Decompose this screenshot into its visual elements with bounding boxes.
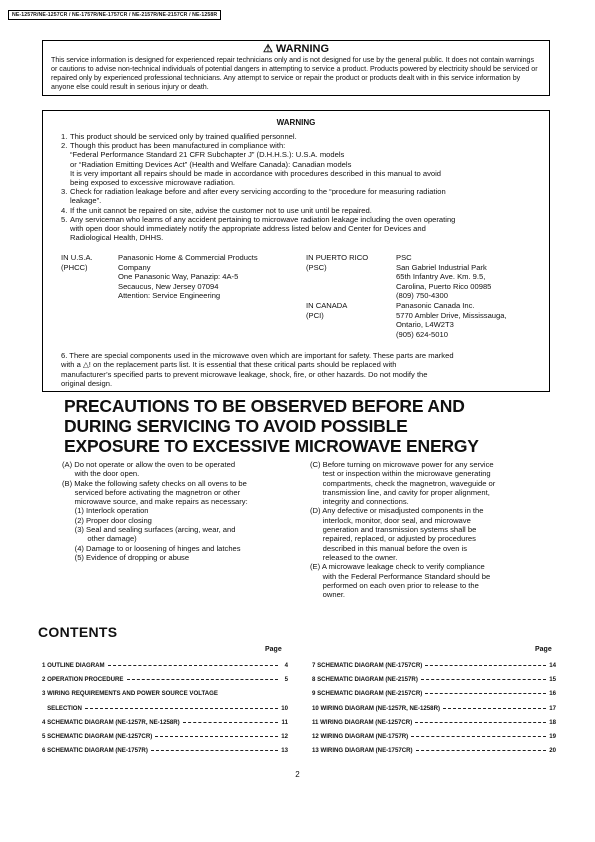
text-line: serviced before activating the magnetron or other <box>62 487 241 497</box>
item-number: 4. <box>61 205 68 215</box>
dot-leader <box>127 679 278 680</box>
dot-leader <box>415 722 546 723</box>
item-text: being exposed to excessive microwave radiation. <box>70 178 236 187</box>
text-line: (4) Damage to or loosening of hinges and latches <box>62 543 241 553</box>
text-line: repaired, replaced, or adjusted by procedures <box>310 534 476 544</box>
dot-leader <box>416 750 546 751</box>
contents-entry-label: 7 SCHEMATIC DIAGRAM (NE-1757CR) <box>312 662 423 669</box>
contents-entry[interactable] <box>312 662 556 669</box>
item-text: It is very important all repairs should be made in accordance with procedures described in this manual to avoid <box>70 168 442 178</box>
text-line: Panasonic Canada Inc. <box>396 301 475 310</box>
item-text: Check for radiation leakage before and after every servicing according to the “procedure for measuring radiation <box>70 187 446 197</box>
contents-entry[interactable] <box>42 733 288 740</box>
item-6-special-components <box>61 351 541 389</box>
contents-entry[interactable] <box>42 690 288 697</box>
dot-leader <box>425 665 546 666</box>
item-text: This product should be serviced only by trained qualified personnel. <box>70 132 297 141</box>
text-line: other damage) <box>62 534 137 544</box>
text-line: performed on each oven prior to release to the <box>310 580 479 590</box>
usa-label: IN U.S.A. (PHCC) <box>61 253 93 272</box>
contents-entry-label: 8 SCHEMATIC DIAGRAM (NE-2157R) <box>312 676 418 684</box>
warning-triangle-icon: ⚠ <box>262 43 273 55</box>
text-line: (A) Do not operate or allow the oven to be operated <box>62 460 236 469</box>
text-line: microwave source, and make repairs as necessary: <box>62 497 248 507</box>
contents-entry-label: 2 OPERATION PROCEDURE <box>42 676 124 684</box>
usa-address <box>118 253 258 301</box>
dot-leader <box>443 708 546 709</box>
contents-entry-page: 15 <box>549 676 556 684</box>
text-line: Carolina, Puerto Rico 00985 <box>396 281 492 291</box>
item-text: Though this product has been manufactured in compliance with: <box>70 141 286 151</box>
contents-entry-label: 13 WIRING DIAGRAM (NE-1757CR) <box>312 747 413 755</box>
text-line: One Panasonic Way, Panazip: 4A-5 <box>118 272 239 282</box>
text-line: described in this manual before the oven is <box>310 543 468 553</box>
text-line: (905) 624-5010 <box>396 329 448 339</box>
contents-entry-page: 5 <box>284 676 288 684</box>
item-text: leakage”. <box>70 196 102 206</box>
item-text: Any serviceman who learns of any accident pertaining to microwave radiation leakage including the oven operating <box>70 214 456 224</box>
contents-entry[interactable] <box>312 747 556 754</box>
text-line: (C) Before turning on microwave power for any service <box>310 460 494 469</box>
page-number: 2 <box>295 770 300 779</box>
text-line: generation and transmission systems shall be <box>310 525 477 535</box>
contents-entry-page: 12 <box>281 733 288 740</box>
contents-entry-page: 19 <box>549 733 556 740</box>
text-line: (E) A microwave leakage check to verify compliance <box>310 562 485 572</box>
text-line: owner. <box>310 590 346 600</box>
text-line: (2) Proper door closing <box>62 515 152 525</box>
contents-entry-label: SELECTION <box>42 704 82 712</box>
contents-entry-label: 4 SCHEMATIC DIAGRAM (NE-1257R, NE-1258R) <box>42 718 180 726</box>
text-line: 6. There are special components used in the microwave oven which are important for safety. These parts are marked <box>61 351 454 360</box>
text-line: (3) Seal and sealing surfaces (arcing, wear, and <box>62 525 236 535</box>
text-line: manufacturer’s specified parts to prevent microwave leakage, shock, fire, or other hazards. Do not modify the <box>61 369 428 379</box>
text-line: Company <box>118 262 151 272</box>
contents-entry-label: 3 WIRING REQUIREMENTS AND POWER SOURCE VOLTAGE <box>42 690 218 698</box>
text-line: with the door open. <box>62 469 140 479</box>
item-text: “Federal Performance Standard 21 CFR Subchapter J” (D.H.H.S.): U.S.A. models <box>70 150 345 160</box>
contents-entry-page: 11 <box>281 718 288 726</box>
dot-leader <box>155 736 278 737</box>
contents-entry[interactable] <box>312 719 556 726</box>
dot-leader <box>151 750 278 751</box>
dot-leader <box>108 665 278 666</box>
canada-label: IN CANADA (PCI) <box>306 301 348 320</box>
item-text: or “Radiation Emitting Devices Act” (Health and Welfare Canada): Canadian models <box>70 159 352 169</box>
service-warning-box <box>42 110 550 392</box>
text-line: interlock, monitor, door seal, and microwave <box>310 515 471 525</box>
contents-entry[interactable] <box>42 747 288 754</box>
text-line: (809) 750-4300 <box>396 291 448 301</box>
contents-entry[interactable] <box>312 733 556 740</box>
dot-leader <box>421 679 546 680</box>
text-line: released to the owner. <box>310 552 398 562</box>
precautions-right-column <box>310 460 540 599</box>
contents-heading: CONTENTS <box>38 624 118 640</box>
contents-entry-page: 4 <box>284 662 288 669</box>
service-warning-title: WARNING <box>276 118 316 127</box>
dot-leader <box>411 736 546 737</box>
contents-entry[interactable] <box>312 690 556 697</box>
warning-notice-box <box>42 40 550 96</box>
canada-address <box>396 301 507 339</box>
text-line: PSC <box>396 253 412 262</box>
puerto-rico-address <box>396 253 491 301</box>
text-line: (1) Interlock operation <box>62 506 149 516</box>
header-model-tag: NE-1257R/NE-1257CR / NE-1757R/NE-1757CR / NE-2157R/NE-2157CR / NE-1258R <box>8 10 221 20</box>
text-line: (5) Evidence of dropping or abuse <box>62 552 190 562</box>
item-number: 5. <box>61 214 68 224</box>
contents-entry-page: 20 <box>549 747 556 755</box>
item-text: with open door should immediately notify the appropriate address listed below and Center for Devices and <box>70 224 426 233</box>
item-text: Radiological Health, DHHS. <box>70 233 164 243</box>
contents-entry-page: 17 <box>549 704 556 712</box>
contents-entry[interactable] <box>312 676 556 683</box>
contents-entry-label: 5 SCHEMATIC DIAGRAM (NE-1257CR) <box>42 733 153 740</box>
contents-entry-label: 1 OUTLINE DIAGRAM <box>42 662 105 669</box>
dot-leader <box>85 708 278 709</box>
text-line: San Gabriel Industrial Park <box>396 262 487 272</box>
dot-leader <box>425 693 546 694</box>
contents-entry-label: 9 SCHEMATIC DIAGRAM (NE-2157CR) <box>312 690 423 698</box>
text-line: 65th Infantry Ave. Km. 9.5, <box>396 272 486 282</box>
contents-entry-page: 16 <box>549 690 556 698</box>
item-text: If the unit cannot be repaired on site, advise the customer not to use unit until be repaired. <box>70 205 372 215</box>
text-line: compartments, check the magnetron, waveguide or <box>310 478 496 488</box>
contents-entry[interactable] <box>42 705 288 712</box>
text-line: (D) Any defective or misadjusted components in the <box>310 506 484 516</box>
contents-entry[interactable] <box>42 662 288 669</box>
contents-entry-page: 14 <box>549 662 556 669</box>
contents-entry-page: 10 <box>281 704 288 712</box>
text-line: (B) Make the following safety checks on all ovens to be <box>62 478 247 488</box>
dot-leader <box>183 722 278 723</box>
text-line: Panasonic Home & Commercial Products <box>118 253 258 262</box>
text-line: original design. <box>61 379 113 389</box>
contents-entry-label: 11 WIRING DIAGRAM (NE-1257CR) <box>312 718 413 726</box>
text-line: transmission line, and cavity for proper alignment, <box>310 487 490 497</box>
item-number: 2. <box>61 141 68 151</box>
text-line: Attention: Service Engineering <box>118 291 221 301</box>
contents-entry-page: 13 <box>281 747 288 755</box>
contents-left-page-header: Page <box>265 646 282 653</box>
contents-entry-label: 12 WIRING DIAGRAM (NE-1757R) <box>312 733 409 740</box>
text-line: Ontario, L4W2T3 <box>396 320 454 330</box>
item-number: 1. <box>61 132 68 141</box>
text-line: test or inspection within the microwave generating <box>310 469 491 479</box>
text-line: Secaucus, New Jersey 07094 <box>118 281 219 291</box>
contents-entry[interactable] <box>42 719 288 726</box>
item-number: 3. <box>61 187 68 197</box>
text-line: 5770 Ambler Drive, Mississauga, <box>396 310 507 320</box>
puerto-rico-label: IN PUERTO RICO (PSC) <box>306 253 369 272</box>
text-line: with the Federal Performance Standard should be <box>310 571 491 581</box>
contents-entry-label: 6 SCHEMATIC DIAGRAM (NE-1757R) <box>42 747 148 755</box>
warning-notice-text: This service information is designed for experienced repair technicians only and is not designed for use by the general public. It does not contain warnings or cautions to advise non-technical individuals of potential dangers in attempting to service a product. Products powered by electricity should be serviced or repaired only by experienced professional technicians. Any attempt to service or repair the product or products dealt with in this service information by anyone else could result in serious injury or death. <box>51 56 538 91</box>
warning-title-text: WARNING <box>275 43 330 55</box>
text-line: integrity and connections. <box>310 497 409 507</box>
precautions-heading: PRECAUTIONS TO BE OBSERVED BEFORE AND DURING SERVICING TO AVOID POSSIBLE EXPOSURE TO EXCESSIVE MICROWAVE ENERGY <box>64 396 479 456</box>
text-line: with a △! on the replacement parts list. It is essential that these critical parts should be replaced with <box>61 360 397 370</box>
precautions-left-column <box>62 460 292 562</box>
contents-entry[interactable] <box>312 705 556 712</box>
contents-entry[interactable] <box>42 676 288 683</box>
contents-entry-page: 18 <box>549 718 556 726</box>
contents-right-page-header: Page <box>535 646 552 653</box>
warning-notice-title <box>43 43 549 55</box>
contents-entry-label: 10 WIRING DIAGRAM (NE-1257R, NE-1258R) <box>312 704 440 712</box>
